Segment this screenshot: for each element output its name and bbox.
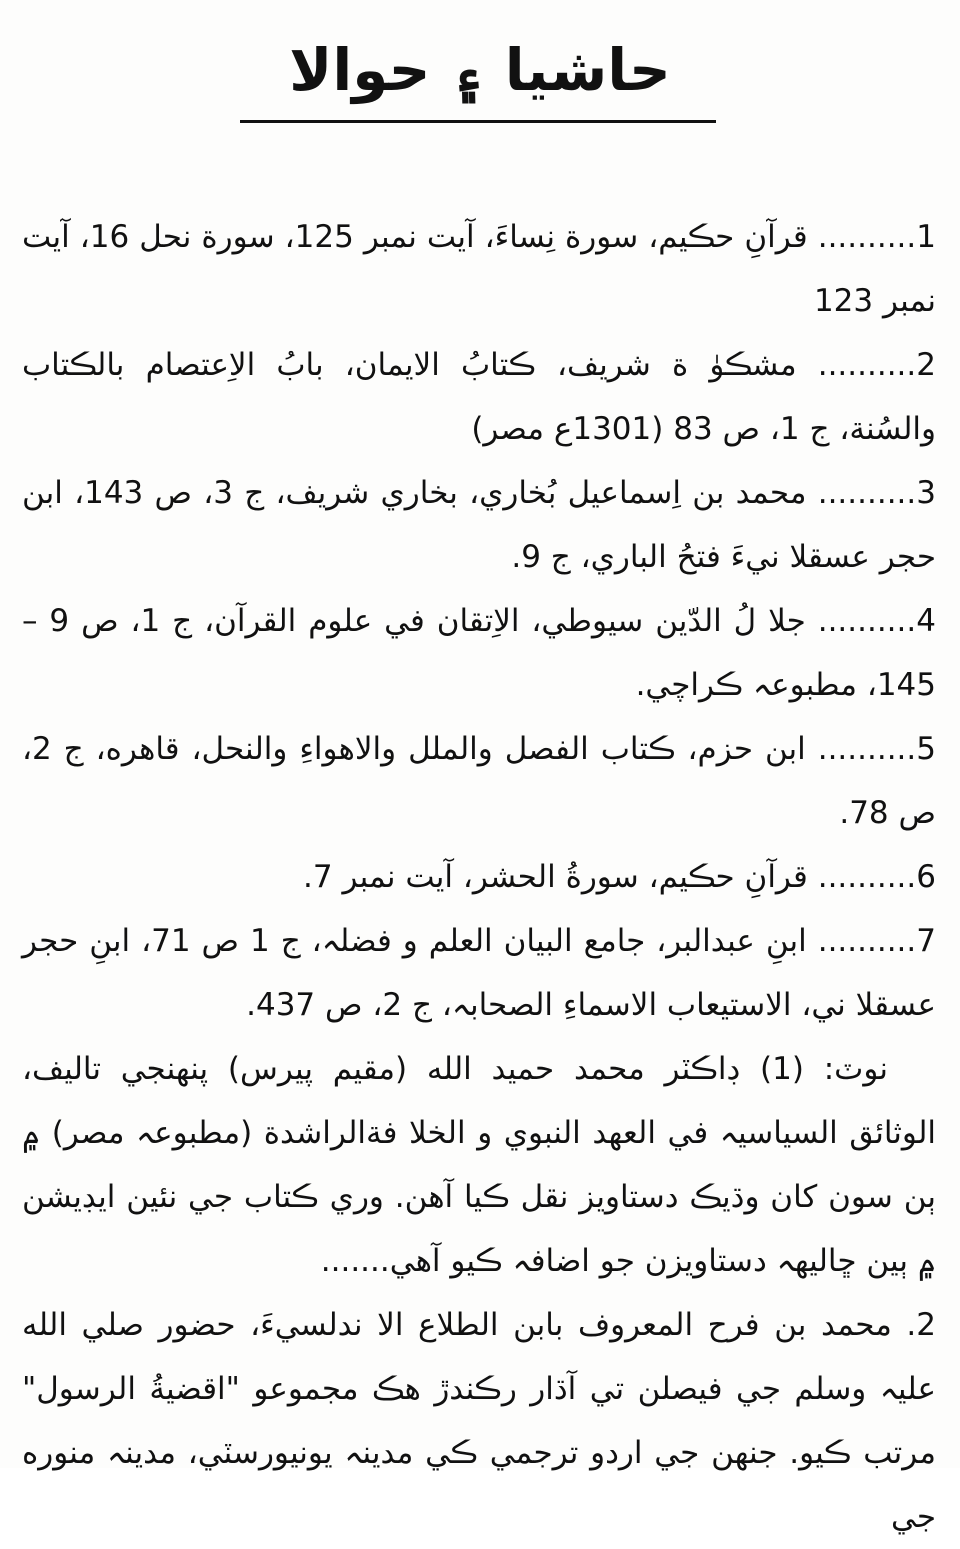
footnote-entry-3: 3.......... محمد بن اِسماعيل بُخاري، بخاري شريف، ج 3، ص 143، ابن حجر عسقلا نيءَ فتحُ الباري، ج 9. [22,475,936,575]
footnote-entry-7: 7.......... ابنِ عبدالبر، جامع البيان العلم و فضلہ، ج 1 ص 71، ابنِ حجر عسقلا ني، الاستيعاب الاسماءِ الصحابہ، ج 2، ص 437. [22,923,936,1023]
note-paragraph-2: 2. محمد بن فرح المعروف بابن الطلاع الا ندلسيءَ، حضور صلي الله عليہ وسلم جي فيصلن تي آڌار رڪندڙ هڪ مجموعو "اقضيةُ الرسول" مرتب ڪيو. جنهن جي اردو ترجمي ڪي مدينہ يونيورسٽي، مدينہ منوره جي [22,1307,936,1535]
note-paragraph: نوٽ: (1) ڊاڪٽر محمد حميد الله (مقيم پيرس) پنهنجي تاليف، الوثائق السياسيہ في العهد النبوي و الخلا فةالراشدة (مطبوعہ مصر) ۾ ٻن سون کان وڌيڪ دستاويز نقل ڪيا آهن. وري ڪتاب جي نئين ايڊيشن ۾ ٻين ڇاليهہ دستاويزن جو اضافہ ڪيو آهي....... [22,1051,936,1279]
title-underline [240,120,716,123]
footnote-entry-6: 6.......... قرآنِ حڪيم، سورةُ الحشر، آيت نمبر 7. [303,859,936,895]
footnote-entry-1: 1.......... قرآنِ حڪيم، سورة نِساءَ، آيت نمبر 125، سورة نحل 16، آيت نمبر 123 [22,219,936,319]
page-title: حاشيا ۽ حوالا [289,36,671,104]
footnote-entry-4: 4.......... جلا لُ الدّين سيوطي، الاِتقان في علوم القرآن، ج 1، ص 9 – 145، مطبوعہ ڪراچي. [22,603,936,703]
footnote-entry-5: 5.......... ابن حزم، ڪتاب الفصل والملل والاهواءِ والنحل، قاهره، ج 2، ص 78. [22,731,936,831]
footnotes-body [22,205,936,1549]
footnote-entry-2: 2.......... مشڪوٰ ة شريف، ڪتابُ الايمان، بابُ الاِعتصام بالڪتاب والسُنة، ج 1، ص 83 (1301ع مصر) [22,347,936,447]
